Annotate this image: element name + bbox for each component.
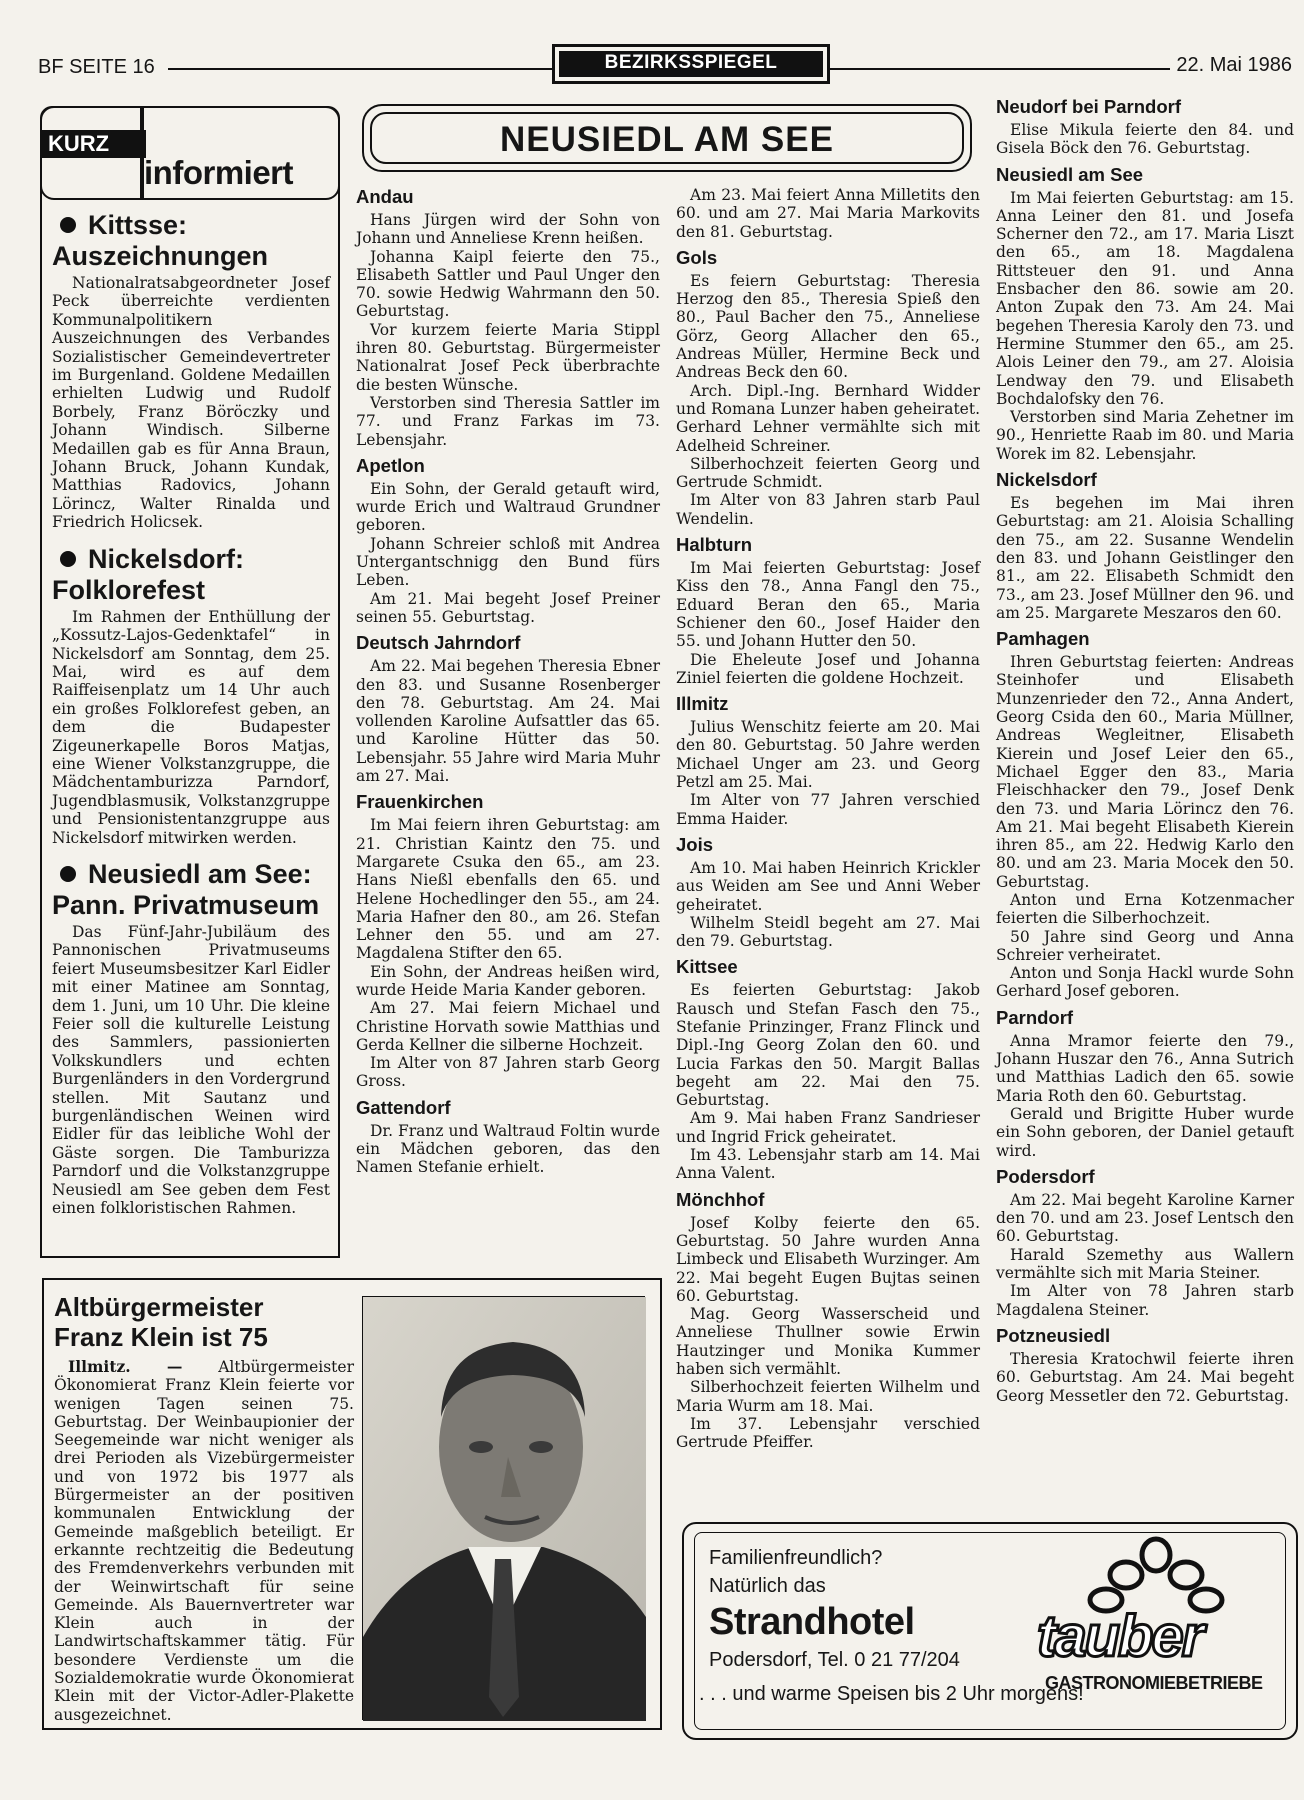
section-heading: Kittsee [676,956,738,978]
section-paragraph: Hans Jürgen wird der Sohn von Johann und Anneliese Krenn heißen. [356,211,660,248]
section-paragraph: Am 22. Mai begeht Karoline Karner den 70. und am 23. Josef Lentsch den 60. Geburtstag. [996,1190,1294,1246]
section-heading: Pamhagen [996,628,1090,650]
kurz-item-text: Nationalratsabgeordneter Josef Peck überreichte verdienten Kommunalpolitikern Auszeichnungen des Verbandes Sozialistischer Gemeindevertreter im Burgenland. Goldene Medaillen erhielten Ludwig und Rudolf Borbely, Franz Böröczky und Johann Windisch. Silberne Medaillen gab es für Anna Braun, Johann Bruck, Johann Kundak, Matthias Radovics, Johann Lörincz, Walter Rinalda und Friedrich Holicsek. [52,274,330,532]
section-heading: Gols [676,246,718,268]
section-paragraph: Johann Schreier schloß mit Andrea Untergantschnigg den Bund fürs Leben. [356,534,660,590]
section-heading: Halbturn [676,534,753,556]
ad-footer: . . . und warme Speisen bis 2 Uhr morgens! [699,1683,1084,1705]
ad-contact: Podersdorf, Tel. 0 21 77/204 [709,1649,960,1671]
section-paragraph: Im Alter von 87 Jahren starb Georg Gross. [356,1054,660,1091]
section-paragraph: Josef Kolby feierte den 65. Geburtstag. 50 Jahre wurden Anna Limbeck und Elisabeth Wurzinger. Am 22. Mai begeht Eugen Bujtas seinen 60. Geburtstag. [676,1213,980,1305]
section-paragraph: Ein Sohn, der Gerald getauft wird, wurde Erich und Waltraud Grundner geboren. [356,479,660,535]
kurz-item-heading: Nickelsdorf: Folklorefest [52,543,245,605]
section-paragraph: Am 9. Mai haben Franz Sandrieser und Ingrid Frick geheiratet. [676,1109,980,1146]
advertisement-inner [694,1532,1286,1730]
article-lead: Illmitz. — [68,1357,183,1376]
kurz-label: KURZ [42,130,146,158]
section-paragraph: Anton und Erna Kotzenmacher feierten die Silberhochzeit. [996,890,1294,928]
section-paragraph: 50 Jahre sind Georg und Anna Schreier verheiratet. [996,927,1294,964]
section-heading: Podersdorf [996,1165,1095,1187]
section-paragraph: Die Eheleute Josef und Johanna Ziniel feierten die goldene Hochzeit. [676,650,980,687]
section-banner-label: BEZIRKSSPIEGEL [559,51,823,77]
section-heading: Potzneusiedl [996,1324,1111,1346]
section-paragraph: Es feiern Geburtstag: Theresia Herzog den 85., Theresia Spieß den 80., Paul Bacher den 75., Anneliese Görz, Georg Allacher den 65., Andreas Müller, Hermine Beck und Andreas Beck den 60. [676,271,980,382]
news-column-3 [996,96,1294,1405]
ad-line-1: Familienfreundlich? [709,1547,883,1569]
section-paragraph: Am 27. Mai feiern Michael und Christine Horvath sowie Matthias und Gerda Kellner die silberne Hochzeit. [356,999,660,1054]
section-paragraph: Julius Wenschitz feierte am 20. Mai den 80. Geburtstag. 50 Jahre werden Michael Unger am 23. und Georg Petzl am 25. Mai. [676,718,980,792]
section-paragraph: Elise Mikula feierte den 84. und Gisela Böck den 76. Geburtstag. [996,121,1294,158]
section-paragraph: Im Alter von 83 Jahren starb Paul Wendelin. [676,491,980,528]
kurz-item-text: Im Rahmen der Enthüllung der „Kossutz-Lajos-Gedenktafel“ in Nickelsdorf am Sonntag, dem 25. Mai, wird es auf dem Raiffeisenplatz um 14 Uhr auch ein großes Folklorefest geben, an dem die Budapester Zigeunerkapelle Boros Matjas, eine Wiener Volkstanzgruppe, die Mädchentamburizza Parndorf, Jugendblasmusik, Volkstanzgruppe und Pensionistentanzgruppe aus Nickelsdorf mitwirken werden. [52,607,330,847]
section-heading: Deutsch Jahrndorf [356,632,521,654]
section-heading: Illmitz [676,693,729,715]
section-paragraph: Dr. Franz und Waltraud Foltin wurde ein Mädchen geboren, das den Namen Stefanie erhielt. [356,1121,660,1177]
section-paragraph: Im 43. Lebensjahr starb am 14. Mai Anna Valent. [676,1146,980,1183]
portrait-photo [362,1296,645,1720]
portrait-image [363,1297,646,1721]
advertisement [682,1522,1298,1740]
section-paragraph: Vor kurzem feierte Maria Stippl ihren 80. Geburtstag. Bürgermeister Nationalrat Josef Peck überbrachte die besten Wünsche. [356,320,660,394]
section-paragraph: Arch. Dipl.-Ing. Bernhard Widder und Romana Lunzer haben geheiratet. Gerhard Lehner vermählte sich mit Adelheid Schreiner. [676,381,980,455]
section-paragraph: Im Mai feierten Geburtstag: am 15. Anna Leiner den 81. und Josefa Scherner den 72., am 17. Maria Liszt den 65., am 18. Magdalena Rittsteuer den 91. und Anna Ensbacher den 86. sowie am 20. Anton Zupak den 73. Am 24. Mai begehen Theresia Karoly den 73. und Hermine Stummer den 65., am 25. Alois Leiner den 79., am 27. Aloisia Lendway den 79. und Elisabeth Bochdalofsky den 76. [996,188,1294,408]
main-title: NEUSIEDL AM SEE [370,112,964,164]
news-column-2 [676,186,980,1452]
ad-brand-subtitle: GASTRONOMIEBETRIEBE [1045,1673,1263,1693]
section-paragraph: Im 37. Lebensjahr verschied Gertrude Pfeiffer. [676,1414,980,1452]
section-paragraph: Es feierten Geburtstag: Jakob Rausch und Stefan Fasch den 75., Stefanie Prinzinger, Franz Flinck und Dipl.-Ing Georg Zolan den 60. und Lucia Farkas den 50. Margit Ballas begeht am 22. Mai den 75. Geburtstag. [676,981,980,1110]
section-paragraph: Harald Szemethy aus Wallern vermählte sich mit Maria Steiner. [996,1245,1294,1283]
bullet-icon [60,866,76,882]
section-paragraph: Ihren Geburtstag feierten: Andreas Steinhofer und Elisabeth Munzenrieder den 72., Anna Andert, Georg Csida den 60., Maria Müllner, Andreas Wegleitner, Elisabeth Kierein und Josef Leier den 65., Michael Egger den 83., Maria Fleischhacker den 79., Josef Denk den 73. und Maria Lörincz den 76. Am 21. Mai begeht Elisabeth Kierein ihren 85., am 22. Hedwig Karlo den 80. und am 23. Maria Mocek den 50. Geburtstag. [996,653,1294,891]
section-heading: Jois [676,833,714,855]
section-paragraph: Silberhochzeit feierten Georg und Gertrude Schmidt. [676,454,980,492]
section-banner [552,44,830,84]
section-paragraph: Anna Mramor feierte den 79., Johann Huszar den 76., Anna Sutrich und Matthias Ladich den 65. sowie Maria Roth den 60. Geburtstag. [996,1031,1294,1105]
section-heading: Neusiedl am See [996,163,1144,185]
section-paragraph: Silberhochzeit feierten Wilhelm und Maria Wurm am 18. Mai. [676,1378,980,1415]
kurz-item-text: Das Fünf-Jahr-Jubiläum des Pannonischen Privatmuseums feiert Museumsbesitzer Karl Eidler mit einer Matinee am Sonntag, dem 1. Juni, um 10 Uhr. Die kleine Feier soll die kulturelle Leistung des Sammlers, passionierten Volkskundlers und echten Burgenländers in den Vordergrund stellen. Mit Sautanz und burgenländischen Weinen wird Eidler für das leibliche Wohl der Gäste sorgen. Die Tamburizza Parndorf und die Volkstanzgruppe Neusiedl am See geben dem Fest einen folkloristischen Rahmen. [52,922,330,1218]
news-column-1 [356,186,660,1177]
issue-date: 22. Mai 1986 [1176,54,1292,76]
section-paragraph: Verstorben sind Maria Zehetner im 90., Henriette Raab im 80. und Maria Worek im 82. Lebensjahr. [996,408,1294,463]
section-paragraph: Anton und Sonja Hackl wurde Sohn Gerhard Josef geboren. [996,964,1294,1001]
section-paragraph: Im Alter von 78 Jahren starb Magdalena Steiner. [996,1282,1294,1319]
bullet-icon [60,217,76,233]
section-heading: Mönchhof [676,1188,765,1210]
section-paragraph: Mag. Georg Wasserscheid und Anneliese Thullner sowie Erwin Hautzinger und Monika Kummer haben sich vermählt. [676,1305,980,1379]
section-paragraph: Am 22. Mai begehen Theresia Ebner den 83. und Susanne Rosenberger den 78. Geburtstag. Am 24. Mai vollenden Karoline Aufsattler das 65. und Karoline Hütter das 50. Lebensjahr. 55 Jahre wird Maria Muhr am 27. Mai. [356,657,660,786]
section-paragraph: Am 21. Mai begeht Josef Preiner seinen 55. Geburtstag. [356,589,660,626]
section-paragraph: Gerald und Brigitte Huber wurde ein Sohn geboren, der Daniel getauft wird. [996,1104,1294,1160]
informiert-label: informiert [144,154,294,191]
section-paragraph: Im Mai feiern ihren Geburtstag: am 21. Christian Kaintz den 75. und Margarete Csuka den 65., am 23. Hans Nießl ebenfalls den 65. und Helene Hochedlinger den 55., am 24. Maria Hafner den 80., am 26. Stefan Lehner den 55. und am 27. Magdalena Stifter den 65. [356,816,660,963]
section-heading: Parndorf [996,1006,1074,1028]
section-paragraph: Am 10. Mai haben Heinrich Krickler aus Weiden am See und Anni Weber geheiratet. [676,858,980,914]
kurz-informiert-header [40,106,340,200]
header-rule-right [830,68,1170,70]
section-paragraph: Verstorben sind Theresia Sattler im 77. und Franz Farkas im 73. Lebensjahr. [356,393,660,449]
kurz-item-heading: Kittsse: Auszeichnungen [52,210,269,271]
page-label: BF SEITE 16 [38,56,155,78]
section-heading: Apetlon [356,454,425,476]
section-heading: Gattendorf [356,1096,451,1118]
section-heading: Nickelsdorf [996,469,1097,491]
article-text: Illmitz. — Altbürgermeister Ökonomierat Franz Klein feierte vor wenigen Tagen seinen 75. Geburtstag. Der Weinbaupionier der Seegemeinde war nicht weniger als drei Perioden als Vizebürgermeister und von 1972 bis 1977 als Bürgermeister an der positiven kommunalen Entwicklung der Gemeinde maßgeblich beteiligt. Er erkannte rechtzeitig die Bedeutung des Fremdenverkehrs verbunden mit der Weinwirtschaft für seine Gemeinde. Als Bauernvertreter war Klein auch in der Landwirtschaftskammer tätig. Für besondere Verdienste um die Sozialdemokratie wurde Ökonomierat Klein mit der Victor-Adler-Plakette ausgezeichnet. [54,1357,354,1724]
section-paragraph: Ein Sohn, der Andreas heißen wird, wurde Heide Maria Kander geboren. [356,962,660,999]
main-title-frame [362,104,972,172]
section-heading: Frauenkirchen [356,791,484,813]
section-heading: Andau [356,186,414,207]
ad-line-2: Natürlich das [709,1575,826,1597]
ad-brand: tauber [1037,1604,1203,1669]
section-paragraph: Johanna Kaipl feierte den 75., Elisabeth Sattler und Paul Unger den 70. sowie Hedwig Wahrmann den 50. Geburtstag. [356,247,660,321]
header-rule-left [168,68,552,70]
ad-hotel-name: Strandhotel [709,1601,915,1643]
bullet-icon [60,551,76,567]
section-paragraph: Im Mai feierten Geburtstag: Josef Kiss den 78., Anna Fangl den 75., Eduard Beran den 65., Maria Schiener den 60., Josef Haider den 55. und Johann Hutter den 50. [676,559,980,651]
altbuergermeister-article [54,1292,354,1724]
section-paragraph: Wilhelm Steidl begeht am 27. Mai den 79. Geburtstag. [676,913,980,951]
kurz-item-heading: Neusiedl am See: Pann. Privatmuseum [52,858,320,920]
section-paragraph: Im Alter von 77 Jahren verschied Emma Haider. [676,791,980,828]
section-heading: Neudorf bei Parndorf [996,96,1182,117]
kurz-column [52,206,330,1217]
section-paragraph: Es begehen im Mai ihren Geburtstag: am 21. Aloisia Schalling den 75., am 22. Susanne Wendelin den 83. und Johann Geistlinger den 81., am 22. Elisabeth Schmidt den 73., am 23. Josef Müllner den 96. und am 25. Margarete Meszaros den 60. [996,494,1294,622]
section-paragraph: Am 23. Mai feiert Anna Milletits den 60. und am 27. Mai Maria Markovits den 81. Geburtstag. [676,186,980,241]
article-title: Altbürgermeister Franz Klein ist 75 [54,1292,268,1352]
section-paragraph: Theresia Kratochwil feierte ihren 60. Geburtstag. Am 24. Mai begeht Georg Messetler den 72. Geburtstag. [996,1349,1294,1405]
